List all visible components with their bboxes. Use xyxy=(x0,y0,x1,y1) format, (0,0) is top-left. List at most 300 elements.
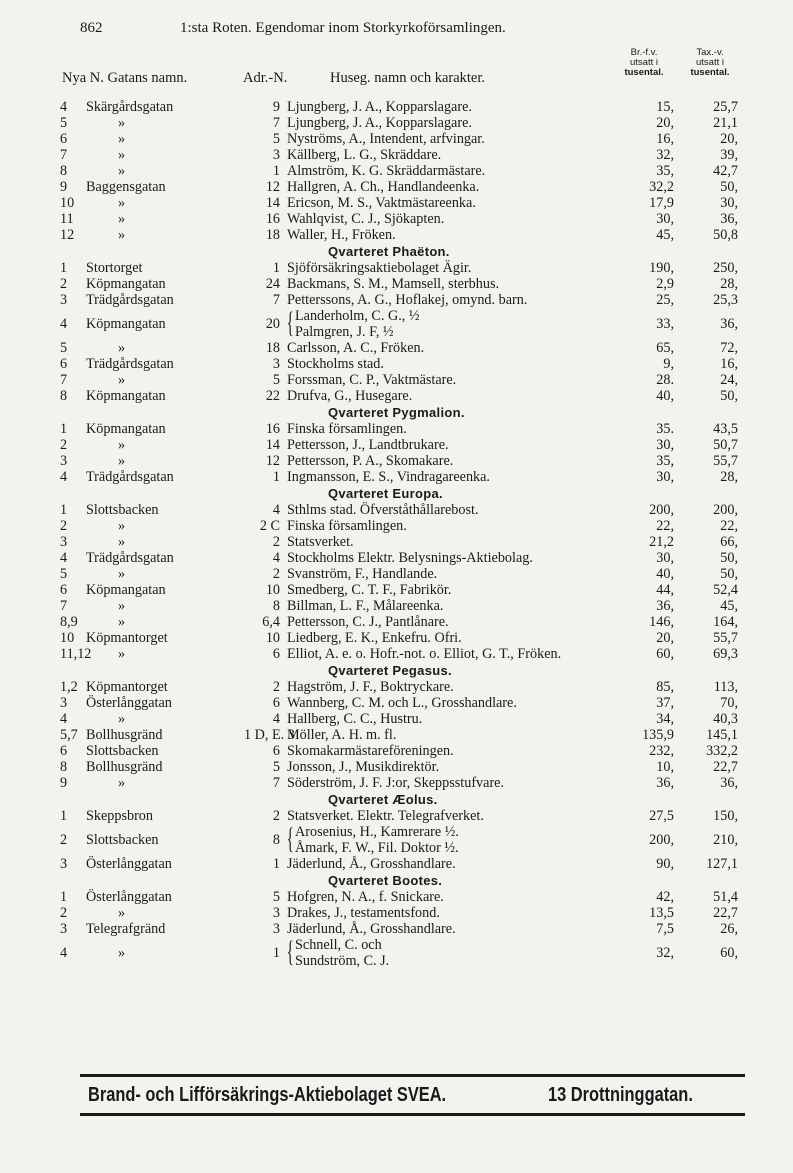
header-brandvarde-unit: tusental. xyxy=(624,67,664,78)
owner-name: Sthlms stad. Öfverståthållarebost. xyxy=(287,502,479,518)
street-name: Trädgårdsgatan xyxy=(86,550,174,566)
property-number: 5 xyxy=(60,340,68,356)
tax-value: 40,3 xyxy=(713,711,738,727)
tax-value: 30, xyxy=(720,195,738,211)
address-number: 7 xyxy=(272,775,280,791)
ditto-mark: » xyxy=(118,163,126,179)
tax-value: 39, xyxy=(720,147,738,163)
fire-insurance-value: 35. xyxy=(656,421,674,437)
street-name: Köpmangatan xyxy=(86,582,166,598)
table-row xyxy=(0,937,793,969)
owner-name: Drakes, J., testamentsfond. xyxy=(287,905,440,921)
ditto-mark: » xyxy=(118,147,126,163)
address-number: 6,4 xyxy=(262,614,280,630)
property-number: 12 xyxy=(60,227,75,243)
property-number: 10 xyxy=(60,630,75,646)
fire-insurance-value: 30, xyxy=(656,550,674,566)
fire-insurance-value: 10, xyxy=(656,759,674,775)
property-number: 3 xyxy=(60,292,68,308)
table-row xyxy=(0,356,793,372)
address-number: 10 xyxy=(265,630,280,646)
table-row xyxy=(0,534,793,550)
property-number: 8 xyxy=(60,759,68,775)
address-number: 22 xyxy=(265,388,280,404)
owner-name: Ericson, M. S., Vaktmästareenka. xyxy=(287,195,476,211)
street-name: Skeppsbron xyxy=(86,808,153,824)
tax-value: 69,3 xyxy=(713,646,738,662)
street-name: Köpmantorget xyxy=(86,630,168,646)
address-number: 4 xyxy=(272,550,280,566)
address-number: 14 xyxy=(265,195,280,211)
ditto-mark: » xyxy=(118,646,126,662)
table-row xyxy=(0,727,793,743)
table-row xyxy=(0,227,793,243)
property-list xyxy=(0,99,793,969)
owner-name: Schnell, C. och xyxy=(295,937,382,953)
property-number: 4 xyxy=(60,469,68,485)
owner-name: Nyströms, A., Intendent, arfvingar. xyxy=(287,131,485,147)
header-brandvarde-top: Br.-f.v. xyxy=(630,47,658,58)
table-row xyxy=(0,179,793,195)
table-row xyxy=(0,340,793,356)
property-number: 11 xyxy=(60,211,74,227)
table-row xyxy=(0,889,793,905)
table-row xyxy=(0,292,793,308)
fire-insurance-value: 30, xyxy=(656,437,674,453)
quarter-name: Qvarteret Pegasus. xyxy=(328,663,452,678)
fire-insurance-value: 9, xyxy=(663,356,674,372)
fire-insurance-value: 25, xyxy=(656,292,674,308)
ditto-mark: » xyxy=(118,437,126,453)
tax-value: 164, xyxy=(713,614,738,630)
owner-name: Hallgren, A. Ch., Handlandeenka. xyxy=(287,179,480,195)
street-name: Trädgårdsgatan xyxy=(86,356,174,372)
table-row xyxy=(0,276,793,292)
table-row xyxy=(0,388,793,404)
fire-insurance-value: 28. xyxy=(656,372,674,388)
address-number: 6 xyxy=(272,695,280,711)
quarter-name: Qvarteret Pygmalion. xyxy=(328,405,465,420)
address-number: 1 xyxy=(272,945,280,961)
quarter-name: Qvarteret Æolus. xyxy=(328,792,438,807)
tax-value: 28, xyxy=(720,469,738,485)
address-number: 1 D, E. 3 xyxy=(244,727,295,743)
fire-insurance-value: 90, xyxy=(656,856,674,872)
address-number: 1 xyxy=(272,469,280,485)
quarter-name: Qvarteret Phaëton. xyxy=(328,244,450,259)
fire-insurance-value: 33, xyxy=(656,316,674,332)
owner-name-second: Sundström, C. J. xyxy=(295,953,390,969)
quarter-name: Qvarteret Europa. xyxy=(328,486,443,501)
owner-name: Stockholms Elektr. Belysnings-Aktiebolag. xyxy=(287,550,533,566)
tax-value: 36, xyxy=(720,316,738,332)
property-number: 4 xyxy=(60,711,68,727)
address-number: 8 xyxy=(272,598,280,614)
property-number: 6 xyxy=(60,131,68,147)
quarter-heading xyxy=(0,791,793,808)
address-number: 18 xyxy=(265,227,280,243)
running-head xyxy=(80,20,753,42)
tax-value: 145,1 xyxy=(706,727,738,743)
header-owner: Huseg. namn och karakter. xyxy=(330,70,486,86)
street-name: Köpmantorget xyxy=(86,679,168,695)
header-nr: Nya N. xyxy=(62,70,104,86)
street-name: Trädgårdsgatan xyxy=(86,292,174,308)
fire-insurance-value: 35, xyxy=(656,453,674,469)
address-number: 2 C xyxy=(259,518,280,534)
tax-value: 25,3 xyxy=(713,292,738,308)
fire-insurance-value: 42, xyxy=(656,889,674,905)
tax-value: 70, xyxy=(720,695,738,711)
fire-insurance-value: 30, xyxy=(656,469,674,485)
owner-name-second: Palmgren, J. F, ½ xyxy=(295,324,394,340)
table-row xyxy=(0,759,793,775)
table-row xyxy=(0,195,793,211)
address-number: 5 xyxy=(272,372,280,388)
owner-name: Hallberg, C. C., Hustru. xyxy=(287,711,423,727)
street-name: Telegrafgränd xyxy=(86,921,166,937)
table-row xyxy=(0,518,793,534)
tax-value: 72, xyxy=(720,340,738,356)
owner-name: Waller, H., Fröken. xyxy=(287,227,396,243)
address-number: 2 xyxy=(272,679,280,695)
owner-name: Ingmansson, E. S., Vindragareenka. xyxy=(287,469,490,485)
quarter-heading xyxy=(0,485,793,502)
tax-value: 150, xyxy=(713,808,738,824)
property-number: 11,12 xyxy=(60,646,92,662)
fire-insurance-value: 35, xyxy=(656,163,674,179)
column-headers xyxy=(0,48,793,98)
advertisement-address: 13 Drottninggatan. xyxy=(548,1084,693,1106)
tax-value: 22,7 xyxy=(713,905,738,921)
ditto-mark: » xyxy=(118,340,126,356)
owner-name: Backmans, S. M., Mamsell, sterbhus. xyxy=(287,276,500,292)
address-number: 12 xyxy=(265,179,280,195)
street-name: Trädgårdsgatan xyxy=(86,469,174,485)
address-number: 6 xyxy=(272,646,280,662)
fire-insurance-value: 190, xyxy=(649,260,674,276)
address-number: 1 xyxy=(272,163,280,179)
owner-name: Jäderlund, Å., Grosshandlare. xyxy=(287,856,456,872)
tax-value: 200, xyxy=(713,502,738,518)
fire-insurance-value: 45, xyxy=(656,227,674,243)
table-row xyxy=(0,743,793,759)
ditto-mark: » xyxy=(118,905,126,921)
header-adr: Adr.-N. xyxy=(243,70,288,86)
tax-value: 16, xyxy=(720,356,738,372)
table-row xyxy=(0,163,793,179)
ditto-mark: » xyxy=(118,945,126,961)
table-row xyxy=(0,598,793,614)
property-number: 4 xyxy=(60,316,68,332)
address-number: 2 xyxy=(272,808,280,824)
table-row xyxy=(0,614,793,630)
property-number: 1 xyxy=(60,889,68,905)
header-taxering-top: Tax.-v. xyxy=(696,47,724,58)
table-row xyxy=(0,566,793,582)
header-gata: Gatans namn. xyxy=(107,70,188,86)
brace-symbol: { xyxy=(286,822,294,855)
table-row xyxy=(0,437,793,453)
table-row xyxy=(0,115,793,131)
tax-value: 66, xyxy=(720,534,738,550)
address-number: 4 xyxy=(272,711,280,727)
table-row xyxy=(0,905,793,921)
quarter-heading xyxy=(0,662,793,679)
street-name: Österlånggatan xyxy=(86,856,172,872)
property-number: 2 xyxy=(60,437,68,453)
fire-insurance-value: 37, xyxy=(656,695,674,711)
quarter-name: Qvarteret Bootes. xyxy=(328,873,443,888)
fire-insurance-value: 135,9 xyxy=(642,727,674,743)
fire-insurance-value: 60, xyxy=(656,646,674,662)
owner-name: Pettersson, C. J., Pantlånare. xyxy=(287,614,449,630)
header-nr-gata xyxy=(62,70,187,87)
property-number: 3 xyxy=(60,856,68,872)
ditto-mark: » xyxy=(118,534,126,550)
tax-value: 20, xyxy=(720,131,738,147)
fire-insurance-value: 36, xyxy=(656,775,674,791)
address-number: 5 xyxy=(272,889,280,905)
property-number: 2 xyxy=(60,905,68,921)
ditto-mark: » xyxy=(118,566,126,582)
table-row xyxy=(0,453,793,469)
fire-insurance-value: 36, xyxy=(656,598,674,614)
owner-name: Smedberg, C. T. F., Fabrikör. xyxy=(287,582,452,598)
fire-insurance-value: 30, xyxy=(656,211,674,227)
table-row xyxy=(0,147,793,163)
ditto-mark: » xyxy=(118,614,126,630)
property-number: 7 xyxy=(60,147,68,163)
owner-name: Jäderlund, Å., Grosshandlare. xyxy=(287,921,456,937)
table-row xyxy=(0,582,793,598)
quarter-heading xyxy=(0,404,793,421)
owner-name: Drufva, G., Husegare. xyxy=(287,388,413,404)
tax-value: 55,7 xyxy=(713,630,738,646)
address-number: 2 xyxy=(272,566,280,582)
brace-symbol: { xyxy=(286,935,294,968)
street-name: Bollhusgränd xyxy=(86,759,163,775)
table-row xyxy=(0,695,793,711)
fire-insurance-value: 20, xyxy=(656,115,674,131)
tax-value: 50, xyxy=(720,566,738,582)
street-name: Köpmangatan xyxy=(86,421,166,437)
table-row xyxy=(0,469,793,485)
tax-value: 36, xyxy=(720,211,738,227)
property-number: 4 xyxy=(60,945,68,961)
street-name: Skärgårdsgatan xyxy=(86,99,174,115)
fire-insurance-value: 200, xyxy=(649,502,674,518)
tax-value: 22,7 xyxy=(713,759,738,775)
street-name: Stortorget xyxy=(86,260,143,276)
header-taxering xyxy=(680,48,740,78)
header-taxering-unit: tusental. xyxy=(690,67,730,78)
tax-value: 60, xyxy=(720,945,738,961)
address-number: 5 xyxy=(272,131,280,147)
street-name: Köpmangatan xyxy=(86,388,166,404)
address-number: 5 xyxy=(272,759,280,775)
tax-value: 50, xyxy=(720,179,738,195)
address-number: 24 xyxy=(265,276,280,292)
fire-insurance-value: 40, xyxy=(656,566,674,582)
tax-value: 55,7 xyxy=(713,453,738,469)
owner-name: Jonsson, J., Musikdirektör. xyxy=(287,759,440,775)
property-number: 1 xyxy=(60,421,68,437)
street-name: Slottsbacken xyxy=(86,832,159,848)
ditto-mark: » xyxy=(118,211,126,227)
table-row xyxy=(0,211,793,227)
street-name: Baggensgatan xyxy=(86,179,166,195)
property-number: 8 xyxy=(60,163,68,179)
fire-insurance-value: 21,2 xyxy=(649,534,674,550)
address-number: 7 xyxy=(272,292,280,308)
street-name: Österlånggatan xyxy=(86,889,172,905)
property-number: 1 xyxy=(60,502,68,518)
street-name: Slottsbacken xyxy=(86,743,159,759)
tax-value: 332,2 xyxy=(706,743,738,759)
tax-value: 50,8 xyxy=(713,227,738,243)
table-row xyxy=(0,260,793,276)
address-number: 2 xyxy=(272,534,280,550)
table-row xyxy=(0,131,793,147)
address-number: 1 xyxy=(272,260,280,276)
address-number: 9 xyxy=(272,99,280,115)
ditto-mark: » xyxy=(118,227,126,243)
table-row xyxy=(0,630,793,646)
table-row xyxy=(0,921,793,937)
ditto-mark: » xyxy=(118,598,126,614)
owner-name: Wannberg, C. M. och L., Grosshandlare. xyxy=(287,695,517,711)
property-number: 2 xyxy=(60,832,68,848)
tax-value: 42,7 xyxy=(713,163,738,179)
owner-name: Elliot, A. e. o. Hofr.-not. o. Elliot, G. T., Fröken. xyxy=(287,646,562,662)
table-row xyxy=(0,308,793,340)
address-number: 18 xyxy=(265,340,280,356)
tax-value: 26, xyxy=(720,921,738,937)
owner-name: Landerholm, C. G., ½ xyxy=(295,308,420,324)
fire-insurance-value: 13,5 xyxy=(649,905,674,921)
fire-insurance-value: 40, xyxy=(656,388,674,404)
owner-name: Statsverket. xyxy=(287,534,354,550)
street-name: Köpmangatan xyxy=(86,316,166,332)
table-row xyxy=(0,808,793,824)
property-number: 1 xyxy=(60,808,68,824)
owner-name: Sjöförsäkringsaktiebolaget Ägir. xyxy=(287,260,472,276)
address-number: 4 xyxy=(272,502,280,518)
street-name: Bollhusgränd xyxy=(86,727,163,743)
address-number: 20 xyxy=(265,316,280,332)
fire-insurance-value: 7,5 xyxy=(656,921,674,937)
address-number: 3 xyxy=(272,356,280,372)
address-number: 6 xyxy=(272,743,280,759)
property-number: 9 xyxy=(60,775,68,791)
tax-value: 250, xyxy=(713,260,738,276)
fire-insurance-value: 15, xyxy=(656,99,674,115)
tax-value: 28, xyxy=(720,276,738,292)
page-number: 862 xyxy=(80,20,103,36)
property-number: 10 xyxy=(60,195,75,211)
fire-insurance-value: 17,9 xyxy=(649,195,674,211)
owner-name: Hagström, J. F., Boktryckare. xyxy=(287,679,454,695)
tax-value: 25,7 xyxy=(713,99,738,115)
ditto-mark: » xyxy=(118,711,126,727)
table-row xyxy=(0,775,793,791)
owner-name: Ljungberg, J. A., Kopparslagare. xyxy=(287,115,472,131)
tax-value: 22, xyxy=(720,518,738,534)
owner-name: Finska församlingen. xyxy=(287,421,407,437)
header-brandvarde xyxy=(614,48,674,78)
street-name: Köpmangatan xyxy=(86,276,166,292)
fire-insurance-value: 27,5 xyxy=(649,808,674,824)
owner-name-second: Åmark, F. W., Fil. Doktor ½. xyxy=(295,840,459,856)
fire-insurance-value: 32,2 xyxy=(649,179,674,195)
property-number: 4 xyxy=(60,550,68,566)
tax-value: 43,5 xyxy=(713,421,738,437)
tax-value: 51,4 xyxy=(713,889,738,905)
owner-name: Pettersson, P. A., Skomakare. xyxy=(287,453,454,469)
property-number: 9 xyxy=(60,179,68,195)
owner-name: Petterssons, A. G., Hoflakej, omynd. barn. xyxy=(287,292,528,308)
owner-name: Pettersson, J., Landtbrukare. xyxy=(287,437,449,453)
tax-value: 50, xyxy=(720,388,738,404)
fire-insurance-value: 32, xyxy=(656,945,674,961)
running-title: 1:sta Roten. Egendomar inom Storkyrkoförsamlingen. xyxy=(180,20,506,36)
property-number: 3 xyxy=(60,534,68,550)
fire-insurance-value: 65, xyxy=(656,340,674,356)
tax-value: 113, xyxy=(713,679,738,695)
table-row xyxy=(0,646,793,662)
property-number: 6 xyxy=(60,356,68,372)
quarter-heading xyxy=(0,872,793,889)
tax-value: 36, xyxy=(720,775,738,791)
owner-name: Almström, K. G. Skräddarmästare. xyxy=(287,163,486,179)
owner-name: Forssman, C. P., Vaktmästare. xyxy=(287,372,457,388)
table-row xyxy=(0,711,793,727)
property-number: 4 xyxy=(60,99,68,115)
tax-value: 127,1 xyxy=(706,856,738,872)
ditto-mark: » xyxy=(118,453,126,469)
property-number: 2 xyxy=(60,518,68,534)
tax-value: 21,1 xyxy=(713,115,738,131)
property-number: 5,7 xyxy=(60,727,78,743)
street-name: Österlånggatan xyxy=(86,695,172,711)
property-number: 1 xyxy=(60,260,68,276)
address-number: 14 xyxy=(265,437,280,453)
table-row xyxy=(0,99,793,115)
property-number: 8,9 xyxy=(60,614,78,630)
fire-insurance-value: 200, xyxy=(649,832,674,848)
property-number: 5 xyxy=(60,115,68,131)
ditto-mark: » xyxy=(118,775,126,791)
owner-name: Arosenius, H., Kamrerare ½. xyxy=(295,824,459,840)
property-number: 2 xyxy=(60,276,68,292)
fire-insurance-value: 85, xyxy=(656,679,674,695)
ditto-mark: » xyxy=(118,115,126,131)
address-number: 1 xyxy=(272,856,280,872)
address-number: 8 xyxy=(272,832,280,848)
ditto-mark: » xyxy=(118,518,126,534)
property-number: 3 xyxy=(60,453,68,469)
property-number: 7 xyxy=(60,598,68,614)
tax-value: 24, xyxy=(720,372,738,388)
quarter-heading xyxy=(0,243,793,260)
street-name: Slottsbacken xyxy=(86,502,159,518)
owner-name: Liedberg, E. K., Enkefru. Ofri. xyxy=(287,630,462,646)
property-number: 1,2 xyxy=(60,679,78,695)
header-taxering-mid: utsatt i xyxy=(696,57,724,68)
owner-name: Billman, L. F., Målareenka. xyxy=(287,598,444,614)
table-row xyxy=(0,856,793,872)
